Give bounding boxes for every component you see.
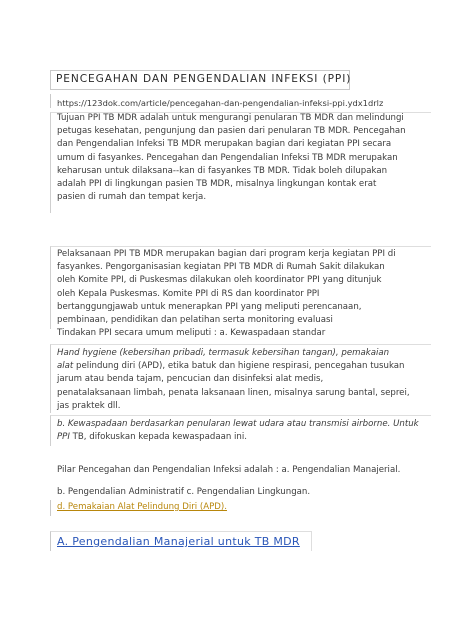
text-line: Pilar Pencegahan dan Pengendalian Infeksi adalah : a. Pengendalian Manajerial. — [57, 465, 401, 475]
section-heading-link[interactable]: A. Pengendalian Manajerial untuk TB MDR — [57, 535, 300, 548]
paragraph-3 — [57, 327, 425, 340]
text-line: Tujuan PPI TB MDR adalah untuk mengurangi penularan TB MDR dan melindungi — [57, 113, 404, 123]
paragraph-7 — [57, 486, 425, 499]
paragraph-4 — [57, 347, 425, 413]
text-line: petugas kesehatan, pengunjung dan pasien dari penularan TB MDR. Pencegahan — [57, 126, 406, 137]
text-line: dan Pengendalian Infeksi TB MDR merupakan bagian dari kegiatan PPI secara — [57, 139, 392, 150]
url-frame — [50, 94, 55, 108]
text-line: bertanggungjawab untuk menerapkan PPI yang meliputi perencanaan, — [57, 301, 362, 312]
text-fragment: pelindung diri (APD), etika batuk dan higiene respirasi, pencegahan tusukan — [73, 361, 405, 372]
text-line: Tindakan PPI secara umum meliputi : a. Kewaspadaan standar — [57, 328, 326, 338]
paragraph-1 — [57, 112, 425, 204]
text-line: Pelaksanaan PPI TB MDR merupakan bagian dari program kerja kegiatan PPI di — [57, 249, 396, 259]
paragraph-6 — [57, 464, 425, 477]
link-bar — [50, 500, 51, 516]
text-line: oleh Komite PPI, di Puskesmas dilakukan oleh koordinator PPI yang ditunjuk — [57, 275, 382, 286]
text-line: keharusan untuk dilaksana--kan di fasyankes TB MDR. Tidak boleh dilupakan — [57, 165, 388, 176]
text-line: pembinaan, pendidikan dan pelatihan serta monitoring evaluasi — [57, 315, 333, 326]
page-title: PENCEGAHAN DAN PENGENDALIAN INFEKSI (PPI) — [56, 73, 352, 85]
text-line — [57, 431, 425, 444]
text-line — [57, 360, 425, 373]
paragraph-2 — [57, 248, 425, 327]
paragraph-5 — [57, 418, 425, 444]
text-fragment: alat — [57, 361, 74, 372]
text-line: fasyankes. Pengorganisasian kegiatan PPI TB MDR di Rumah Sakit dilakukan — [57, 262, 385, 273]
text-line: Hand hygiene (kebersihan pribadi, termasuk kebersihan tangan), pemakaian — [57, 348, 390, 358]
text-line: jarum atau benda tajam, pencucian dan disinfeksi alat medis, — [57, 374, 324, 385]
text-line: umum di fasyankes. Pencegahan dan Pengendalian Infeksi TB MDR merupakan — [57, 152, 398, 163]
text-line: jas praktek dll. — [57, 400, 121, 411]
text-fragment: TB, difokuskan kepada kewaspadaan ini. — [69, 432, 247, 443]
text-line: penatalaksanaan limbah, penata laksanaan linen, misalnya sarung bantal, seprei, — [57, 387, 410, 398]
text-line: b. Kewaspadaan berdasarkan penularan lewat udara atau transmisi airborne. Untuk — [57, 419, 419, 429]
source-url: https://123dok.com/article/pencegahan-dan-pengendalian-infeksi-ppi.ydx1drlz — [57, 98, 384, 108]
text-line: oleh Kepala Puskesmas. Komite PPI di RS dan koordinator PPI — [57, 288, 320, 299]
text-fragment: PPI — [57, 432, 70, 443]
apd-link[interactable]: d. Pemakaian Alat Pelindung Diri (APD). — [57, 502, 227, 512]
text-line: pasien di rumah dan tempat kerja. — [57, 192, 207, 203]
text-line: b. Pengendalian Administratif c. Pengendalian Lingkungan. — [57, 487, 311, 497]
text-line: adalah PPI di lingkungan pasien TB MDR, misalnya lingkungan kontak erat — [57, 179, 377, 190]
